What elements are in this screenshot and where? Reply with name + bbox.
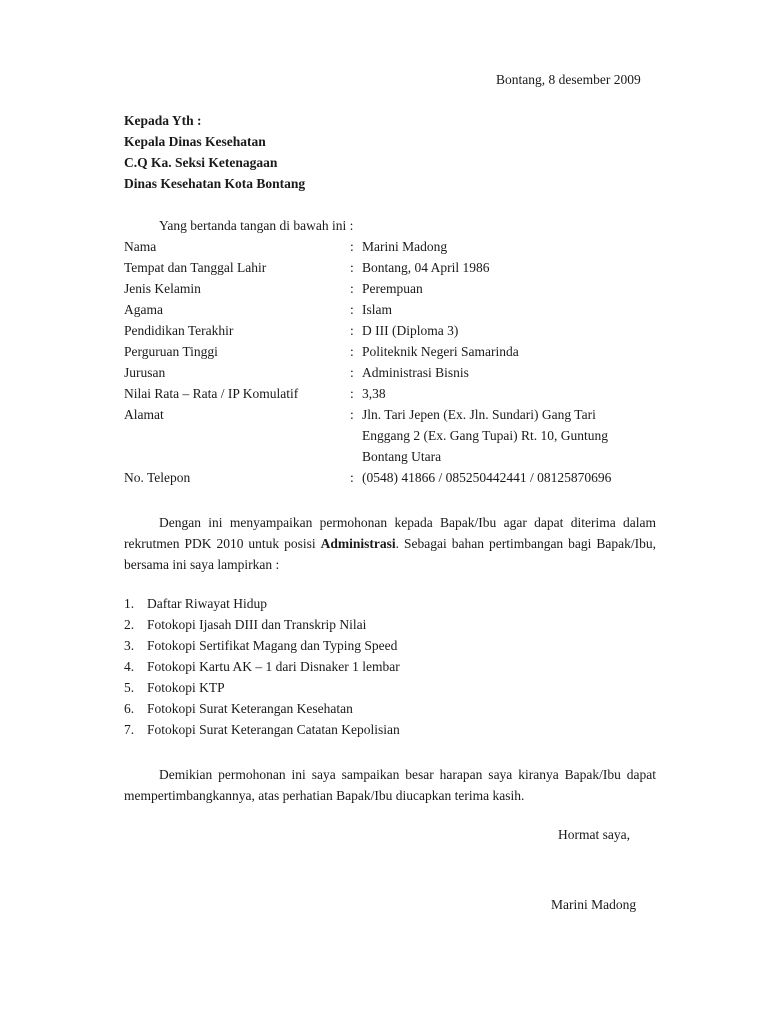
list-item: Fotokopi Surat Keterangan Kesehatan bbox=[147, 701, 353, 716]
phone-value: (0548) 41866 / 085250442441 / 08125870696 bbox=[362, 470, 612, 485]
field-colon: : bbox=[350, 386, 354, 401]
field-value: Islam bbox=[362, 302, 392, 317]
field-label: Jurusan bbox=[124, 365, 166, 380]
closing-text: Demikian permohonan ini saya sampaikan besar harapan saya kiranya Bapak/Ibu dapat mempertimbangkannya, atas perhatian Bapak/Ibu diucapkan terima kasih. bbox=[124, 767, 656, 803]
phone-label: No. Telepon bbox=[124, 470, 191, 485]
list-number: 7. bbox=[124, 722, 135, 737]
field-label: Jenis Kelamin bbox=[124, 281, 201, 296]
address-colon: : bbox=[350, 407, 354, 422]
field-value: Administrasi Bisnis bbox=[362, 365, 469, 380]
body-text-part2: . Sebagai bahan pertimbangan bagi Bapak/Ibu, bersama ini saya lampirkan : bbox=[124, 536, 656, 572]
list-number: 4. bbox=[124, 659, 135, 674]
field-colon: : bbox=[350, 365, 354, 380]
list-number: 3. bbox=[124, 638, 135, 653]
field-colon: : bbox=[350, 344, 354, 359]
field-value: D III (Diploma 3) bbox=[362, 323, 459, 338]
recipient-line: C.Q Ka. Seksi Ketenagaan bbox=[124, 155, 278, 170]
closing-paragraph bbox=[124, 764, 656, 806]
list-item: Fotokopi Ijasah DIII dan Transkrip Nilai bbox=[147, 617, 367, 632]
body-paragraph bbox=[124, 512, 656, 575]
field-value: Perempuan bbox=[362, 281, 423, 296]
field-colon: : bbox=[350, 323, 354, 338]
field-value: Politeknik Negeri Samarinda bbox=[362, 344, 519, 359]
list-number: 2. bbox=[124, 617, 135, 632]
field-label: Perguruan Tinggi bbox=[124, 344, 218, 359]
address-line: Bontang Utara bbox=[362, 449, 442, 464]
list-number: 5. bbox=[124, 680, 135, 695]
signature-name: Marini Madong bbox=[551, 897, 637, 912]
list-number: 6. bbox=[124, 701, 135, 716]
body-text-part1: Dengan ini menyampaikan permohonan kepada Bapak/Ibu agar dapat diterima dalam rekrutmen PDK 2010 untuk posisi bbox=[124, 515, 656, 551]
field-label: Agama bbox=[124, 302, 163, 317]
recipient-line: Kepada Yth : bbox=[124, 113, 202, 128]
list-item: Fotokopi Kartu AK – 1 dari Disnaker 1 lembar bbox=[147, 659, 400, 674]
field-label: Pendidikan Terakhir bbox=[124, 323, 234, 338]
address-line: Jln. Tari Jepen (Ex. Jln. Sundari) Gang Tari bbox=[362, 407, 596, 422]
list-item: Daftar Riwayat Hidup bbox=[147, 596, 267, 611]
recipient-line: Dinas Kesehatan Kota Bontang bbox=[124, 176, 306, 191]
phone-colon: : bbox=[350, 470, 354, 485]
salutation: Hormat saya, bbox=[558, 827, 630, 842]
recipient-line: Kepala Dinas Kesehatan bbox=[124, 134, 266, 149]
field-label: Nama bbox=[124, 239, 157, 254]
field-colon: : bbox=[350, 302, 354, 317]
field-label: Tempat dan Tanggal Lahir bbox=[124, 260, 267, 275]
address-line: Enggang 2 (Ex. Gang Tupai) Rt. 10, Guntung bbox=[362, 428, 608, 443]
list-item: Fotokopi Sertifikat Magang dan Typing Speed bbox=[147, 638, 398, 653]
intro-text: Yang bertanda tangan di bawah ini : bbox=[159, 218, 354, 233]
field-label: Nilai Rata – Rata / IP Komulatif bbox=[124, 386, 299, 401]
field-value: Marini Madong bbox=[362, 239, 448, 254]
field-value: Bontang, 04 April 1986 bbox=[362, 260, 490, 275]
list-number: 1. bbox=[124, 596, 135, 611]
field-value: 3,38 bbox=[362, 386, 386, 401]
field-colon: : bbox=[350, 281, 354, 296]
field-colon: : bbox=[350, 239, 354, 254]
applied-position: Administrasi bbox=[320, 536, 396, 551]
field-colon: : bbox=[350, 260, 354, 275]
place-date: Bontang, 8 desember 2009 bbox=[496, 72, 641, 87]
list-item: Fotokopi KTP bbox=[147, 680, 225, 695]
list-item: Fotokopi Surat Keterangan Catatan Kepolisian bbox=[147, 722, 400, 737]
address-label: Alamat bbox=[124, 407, 164, 422]
